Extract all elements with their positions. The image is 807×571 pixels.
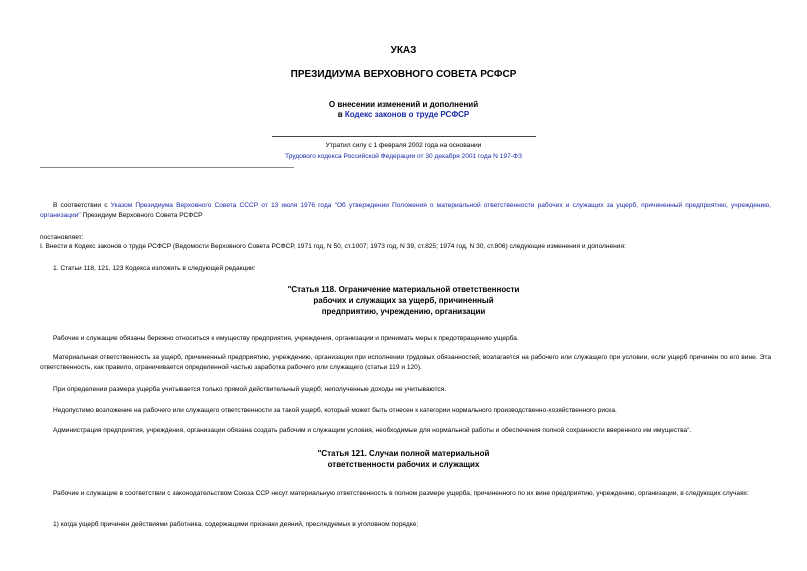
- article-121-title: [0, 448, 807, 470]
- article-121-p2: 1) когда ущерб причинен действиями работника, содержащими признаки деяний, преследуемых в уголовном порядке;: [53, 521, 419, 528]
- article-118-title-line1: "Статья 118. Ограничение материальной ответственности: [287, 285, 520, 294]
- article-118-p3: При определении размера ущерба учитывается только прямой действительный ущерб; неполученные доходы не учитываются.: [53, 386, 447, 393]
- title-prefix: в: [337, 110, 345, 119]
- decree-type: УКАЗ: [390, 45, 417, 56]
- article-121-title-line1: "Статья 121. Случаи полной материальной: [317, 449, 490, 458]
- article-121-p1: Рабочие и служащие в соответствии с законодательством Союза ССР несут материальную ответственность в полном размере ущерба, причиненного по их вине предприятию, учреждению, организации, в следующих случаях:: [53, 490, 749, 497]
- article-118-p2: Материальная ответственность за ущерб, причиненный предприятию, учреждению, организации при исполнении трудовых обязанностей, возлагается на рабочего или служащего при условии, если ущерб причинен по его вине. Эта ответственность, как правило, ограничивается определенной частью заработка рабочего или служащего (статьи 119 и 120).: [40, 354, 771, 371]
- decree-title-line2: [0, 110, 807, 119]
- labor-code-link[interactable]: Кодекс законов о труде РСФСР: [344, 110, 470, 119]
- decree-title-line1: О внесении изменений и дополнений: [328, 100, 479, 109]
- postanovlyaet: постановляет:: [40, 234, 84, 241]
- preamble-suffix: Президиум Верховного Совета РСФСР: [80, 211, 203, 219]
- article-118-title: [0, 284, 807, 317]
- article-121-title-line2: ответственности рабочих и служащих: [327, 460, 480, 469]
- item-1: 1. Статьи 118, 121, 123 Кодекса изложить в следующей редакции:: [53, 265, 256, 272]
- preamble: [40, 201, 771, 220]
- status-line: Утратил силу с 1 февраля 2002 года на основании: [325, 142, 482, 149]
- status-divider-top: [272, 136, 536, 137]
- article-118-p4: Недопустимо возложение на рабочего или служащего ответственности за такой ущерб, который может быть отнесен к категории нормального производственно-хозяйственного риска.: [53, 407, 617, 414]
- article-118-title-line2: рабочих и служащих за ущерб, причиненный: [313, 296, 494, 305]
- preamble-prefix: В соответствии с: [53, 202, 111, 209]
- repeal-link[interactable]: Трудового кодекса Российской Федерации от 30 декабря 2001 года N 197-ФЗ: [285, 153, 522, 160]
- item-I: I. Внести в Кодекс законов о труде РСФСР (Ведомости Верховного Совета РСФСР, 1971 год, N 50, ст.1007; 1973 год, N 39, ст.825; 1974 год, N 30, ст.806) следующие изменения и дополнения:: [40, 243, 626, 250]
- article-118-p5: Администрация предприятия, учреждения, организации обязана создать рабочим и служащим условия, необходимые для нормальной работы и обеспечения полной сохранности вверенного им имущества".: [53, 427, 692, 434]
- article-118-p1: Рабочие и служащие обязаны бережно относиться к имуществу предприятия, учреждения, организации и принимать меры к предотвращению ущерба.: [53, 335, 519, 342]
- issuer: ПРЕЗИДИУМА ВЕРХОВНОГО СОВЕТА РСФСР: [290, 69, 517, 80]
- article-118-title-line3: предприятию, учреждению, организации: [321, 307, 486, 316]
- ussr-decree-link[interactable]: Указом Президиума Верховного Совета СССР от 13 июля 1976 года "Об утверждении Положения о материальной ответственности рабочих и служащих за ущерб, причиненный предприятию, учреждению, организации": [40, 202, 771, 219]
- status-divider-bottom: [40, 167, 294, 168]
